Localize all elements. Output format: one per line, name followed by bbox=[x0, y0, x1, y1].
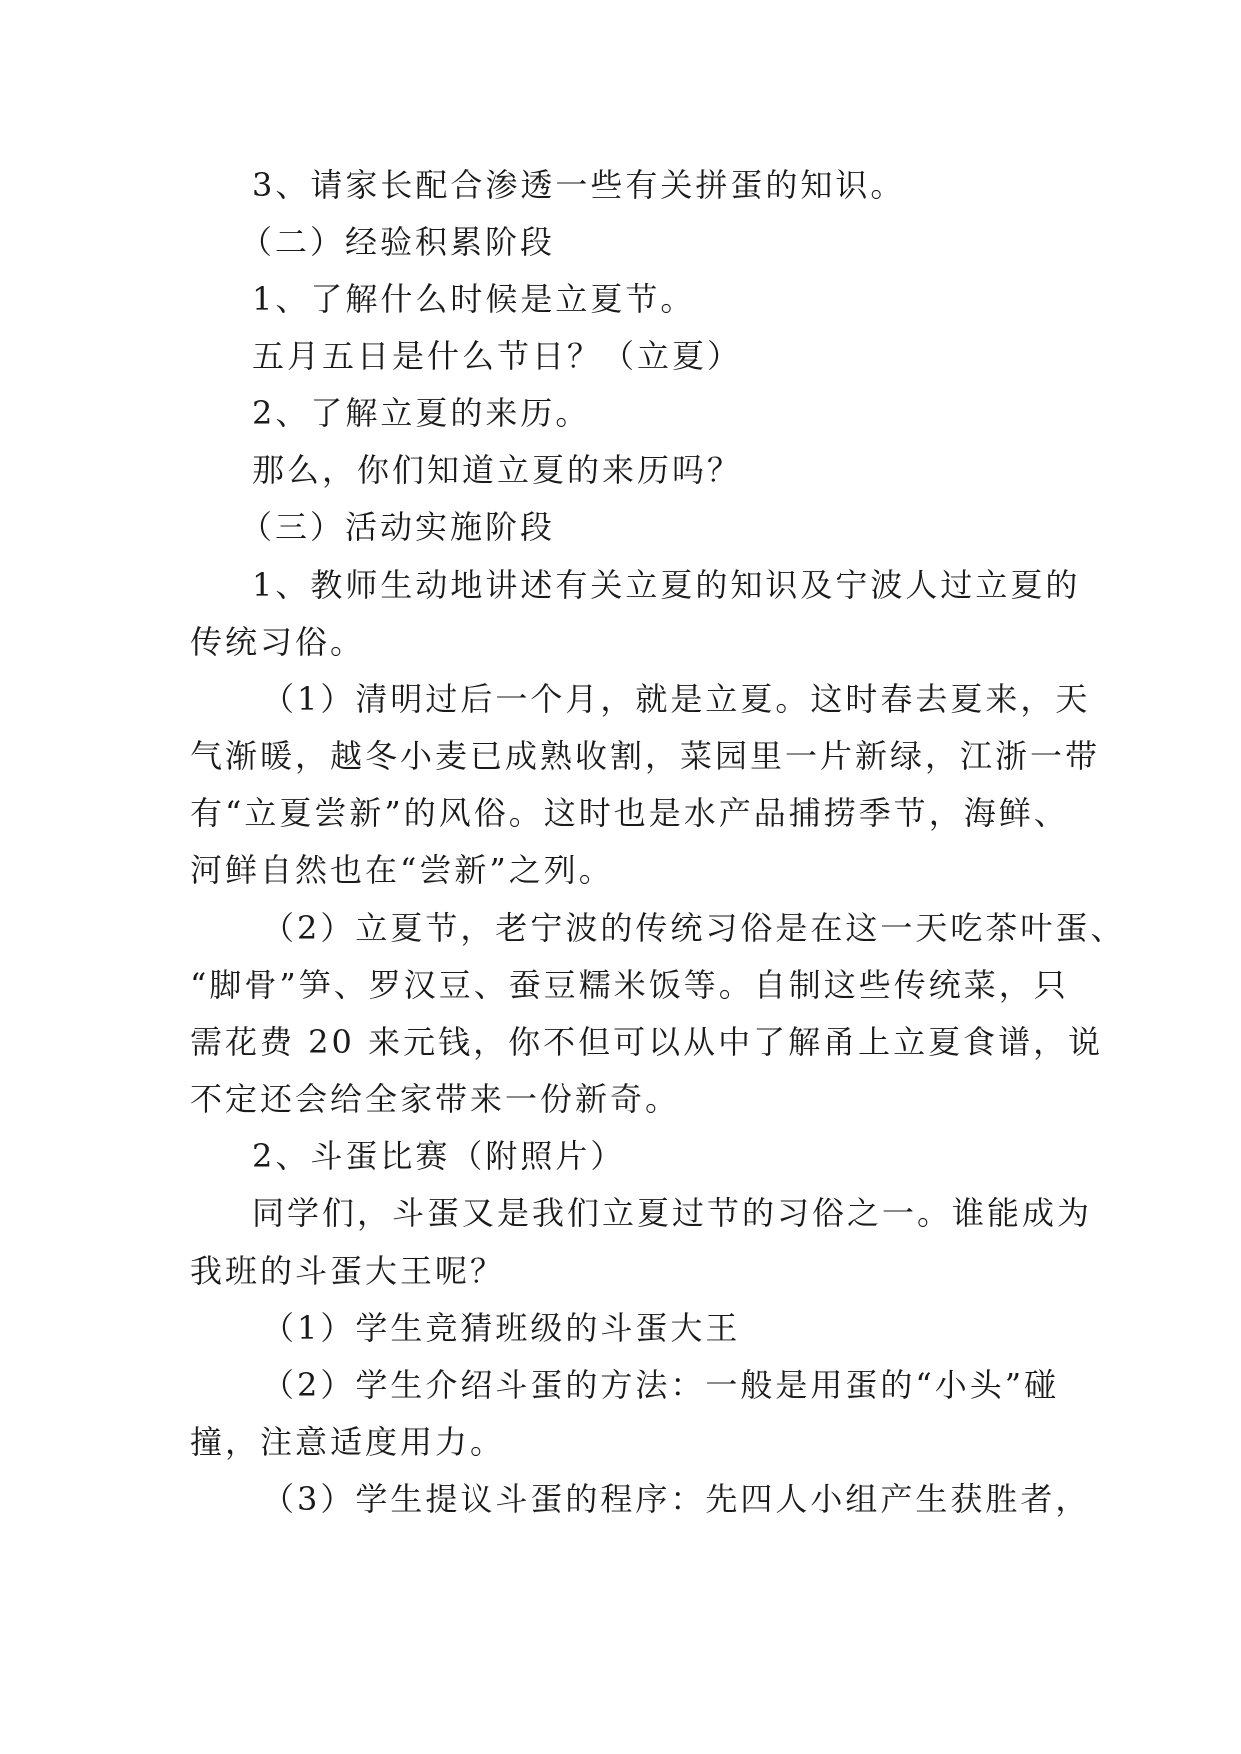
paragraph-line: 1、了解什么时候是立夏节。 bbox=[252, 280, 696, 318]
paragraph-line: （2）立夏节，老宁波的传统习俗是在这一天吃茶叶蛋、 bbox=[262, 909, 1126, 947]
paragraph-line: 气渐暖，越冬小麦已成熟收割，菜园里一片新绿，江浙一带 bbox=[190, 737, 1101, 775]
paragraph-line: 1、教师生动地讲述有关立夏的知识及宁波人过立夏的 bbox=[252, 566, 1081, 604]
paragraph-line: 我班的斗蛋大王呢？ bbox=[190, 1252, 506, 1290]
paragraph-line: （1）清明过后一个月，就是立夏。这时春去夏来，天 bbox=[262, 680, 1091, 718]
section-heading: （二）经验积累阶段 bbox=[240, 223, 556, 261]
paragraph-line: 那么，你们知道立夏的来历吗？ bbox=[252, 451, 743, 489]
paragraph-line: 五月五日是什么节日？（立夏） bbox=[252, 337, 743, 375]
paragraph-line: 撞，注意适度用力。 bbox=[190, 1423, 506, 1461]
paragraph-line: 不定还会给全家带来一份新奇。 bbox=[190, 1080, 681, 1118]
paragraph-line: 3、请家长配合渗透一些有关拼蛋的知识。 bbox=[252, 166, 906, 204]
paragraph-line: “脚骨”笋、罗汉豆、蚕豆糯米饭等。自制这些传统菜，只 bbox=[190, 966, 1069, 1004]
paragraph-line: （1）学生竞猜班级的斗蛋大王 bbox=[262, 1309, 741, 1347]
paragraph-line: 河鲜自然也在“尝新”之列。 bbox=[190, 851, 614, 889]
paragraph-line: 2、斗蛋比赛（附照片） bbox=[252, 1137, 626, 1175]
paragraph-line: （2）学生介绍斗蛋的方法：一般是用蛋的“小头”碰 bbox=[262, 1366, 1060, 1404]
paragraph-line: 2、了解立夏的来历。 bbox=[252, 394, 591, 432]
paragraph-line: （3）学生提议斗蛋的程序：先四人小组产生获胜者， bbox=[262, 1480, 1091, 1518]
paragraph-line: 需花费 20 来元钱，你不但可以从中了解甬上立夏食谱，说 bbox=[190, 1023, 1104, 1061]
paragraph-line: 同学们，斗蛋又是我们立夏过节的习俗之一。谁能成为 bbox=[252, 1194, 1093, 1232]
paragraph-line: 传统习俗。 bbox=[190, 623, 366, 661]
section-heading: （三）活动实施阶段 bbox=[240, 508, 556, 546]
paragraph-line: 有“立夏尝新”的风俗。这时也是水产品捕捞季节，海鲜、 bbox=[190, 794, 1069, 832]
